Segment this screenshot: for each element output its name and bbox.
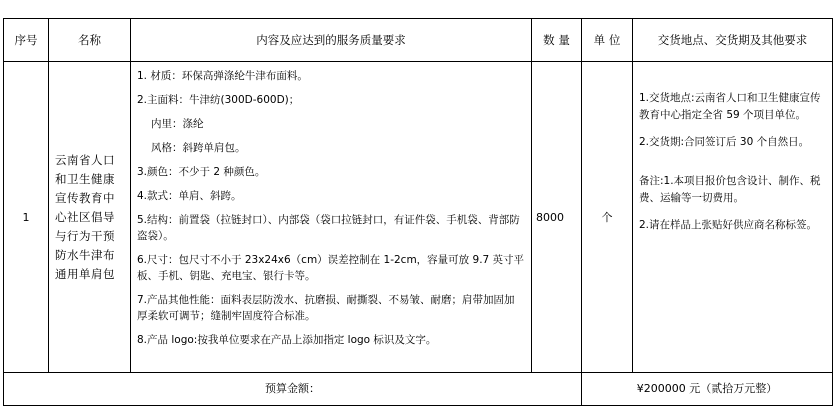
delivery-place: 1.交货地点:云南省人口和卫生健康宣传教育中心指定全省 59 个项目单位。 (639, 92, 821, 121)
delivery-note-1: 备注:1.本项目报价包含设计、制作、税费、运输等一切费用。 (639, 175, 821, 204)
table-header-row (4, 19, 833, 62)
header-quantity: 数 量 (532, 19, 582, 62)
budget-value: ¥200000 元（贰拾万元整） (582, 373, 833, 406)
requirement-line: 7.产品其他性能：面料表层防泼水、抗磨损、耐撕裂、不易皱、耐磨；肩带加固加厚柔软可调节；缝制牢固度符合标准。 (137, 294, 515, 322)
requirement-line: 3.颜色：不少于 2 种颜色。 (137, 166, 266, 178)
row-requirements (131, 62, 532, 373)
header-unit: 单 位 (582, 19, 633, 62)
header-delivery: 交货地点、交货期及其他要求 (633, 19, 833, 62)
requirement-line: 6.尺寸：包尺寸不小于 23x24x6（cm）误差控制在 1-2cm，容量可放 9.7 英寸平板、手机、钥匙、充电宝、银行卡等。 (137, 254, 525, 282)
budget-label: 预算金额： (4, 373, 582, 406)
header-name: 名称 (49, 19, 131, 62)
delivery-period: 2.交货期:合同签订后 30 个自然日。 (639, 136, 810, 148)
delivery-note-2: 2.请在样品上张贴好供应商名称标签。 (639, 219, 818, 231)
budget-row (4, 373, 833, 406)
row-delivery (633, 62, 833, 373)
requirement-line: 2.主面料：牛津纺(300D-600D)； (137, 94, 300, 106)
row-unit: 个 (582, 62, 633, 373)
row-item-name: 云南省人口和卫生健康宣传教育中心社区倡导与行为干预防水牛津布通用单肩包 (49, 62, 131, 373)
header-seq: 序号 (4, 19, 49, 62)
requirement-line: 5.结构：前置袋（拉链封口）、内部袋（袋口拉链封口，有证件袋、手机袋、背部防盗袋）。 (137, 214, 520, 242)
header-requirements: 内容及应达到的服务质量要求 (131, 19, 532, 62)
row-seq: 1 (4, 62, 49, 373)
requirements-table (3, 18, 833, 406)
requirement-line: 风格：斜跨单肩包。 (151, 142, 246, 154)
row-quantity: 8000 (532, 62, 582, 373)
requirement-line: 8.产品 logo:按我单位要求在产品上添加指定 logo 标识及文字。 (137, 334, 437, 346)
requirement-line: 内里：涤纶 (151, 118, 204, 130)
requirement-line: 4.款式：单肩、斜跨。 (137, 190, 242, 202)
table-row (4, 62, 833, 373)
requirement-line: 1. 材质：环保高弹涤纶牛津布面料。 (137, 70, 308, 82)
